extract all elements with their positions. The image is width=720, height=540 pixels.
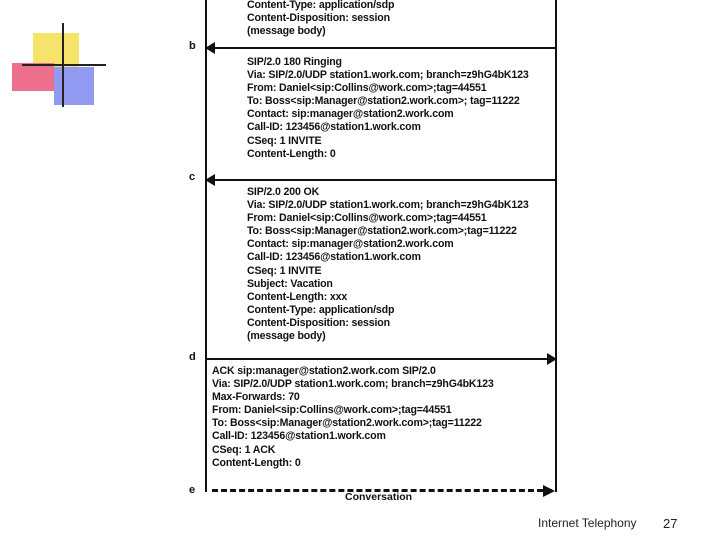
caller-timeline (205, 0, 207, 492)
step-label-c: c (189, 171, 196, 183)
message-line: SIP/2.0 180 Ringing (247, 56, 342, 68)
step-label-d: d (189, 351, 196, 363)
step-label-b: b (189, 40, 196, 52)
conversation-label: Conversation (345, 491, 413, 503)
message-line: From: Daniel<sip:Collins@work.com>;tag=44551 (247, 82, 487, 95)
page-number: 27 (663, 516, 678, 531)
message-line: Call-ID: 123456@station1.work.com (247, 251, 421, 264)
message-line: Contact: sip:manager@station2.work.com (247, 238, 454, 251)
message-line: SIP/2.0 200 OK (247, 186, 320, 198)
ack-message (212, 365, 557, 470)
message-line: ACK sip:manager@station2.work.com SIP/2.0 (212, 365, 436, 377)
ringing-message (247, 56, 592, 161)
message-line: To: Boss<sip:Manager@station2.work.com>;tag=11222 (247, 225, 517, 238)
message-line: To: Boss<sip:Manager@station2.work.com>;tag=11222 (212, 417, 482, 430)
message-line: Subject: Vacation (247, 277, 333, 290)
message-line: Via: SIP/2.0/UDP station1.work.com; branch=z9hG4bK123 (212, 378, 494, 391)
message-line: Contact: sip:manager@station2.work.com (247, 108, 454, 121)
message-line: From: Daniel<sip:Collins@work.com>;tag=44551 (247, 212, 487, 225)
message-line: Content-Disposition: session (247, 316, 390, 329)
message-line: CSeq: 1 INVITE (247, 134, 322, 147)
invite-message-tail (247, 0, 592, 38)
message-line: Max-Forwards: 70 (212, 391, 300, 404)
arrow-200-ok (205, 179, 557, 181)
message-line: Via: SIP/2.0/UDP station1.work.com; branch=z9hG4bK123 (247, 69, 529, 82)
step-label-e: e (189, 484, 196, 496)
arrow-ack (205, 358, 557, 360)
arrow-180-ringing (205, 47, 557, 49)
message-line: Content-Type: application/sdp (247, 303, 395, 316)
ok-message (247, 186, 592, 343)
message-line: Content-Length: xxx (247, 290, 348, 303)
message-line: Call-ID: 123456@station1.work.com (212, 430, 386, 443)
message-line: Content-Length: 0 (212, 456, 301, 469)
message-line: Content-Length: 0 (247, 147, 336, 160)
message-line: Content-Disposition: session (247, 12, 390, 25)
message-line: From: Daniel<sip:Collins@work.com>;tag=44551 (212, 404, 452, 417)
message-line: To: Boss<sip:Manager@station2.work.com>; tag=11222 (247, 95, 520, 108)
footer-title: Internet Telephony (538, 516, 637, 530)
message-line: CSeq: 1 INVITE (247, 264, 322, 277)
message-line: (message body) (247, 25, 326, 38)
message-line: Call-ID: 123456@station1.work.com (247, 121, 421, 134)
message-line: (message body) (247, 330, 326, 343)
message-line: Via: SIP/2.0/UDP station1.work.com; branch=z9hG4bK123 (247, 199, 529, 212)
conversation-arrowhead (543, 485, 555, 497)
message-line: Content-Type: application/sdp (247, 0, 395, 11)
message-line: CSeq: 1 ACK (212, 443, 276, 456)
